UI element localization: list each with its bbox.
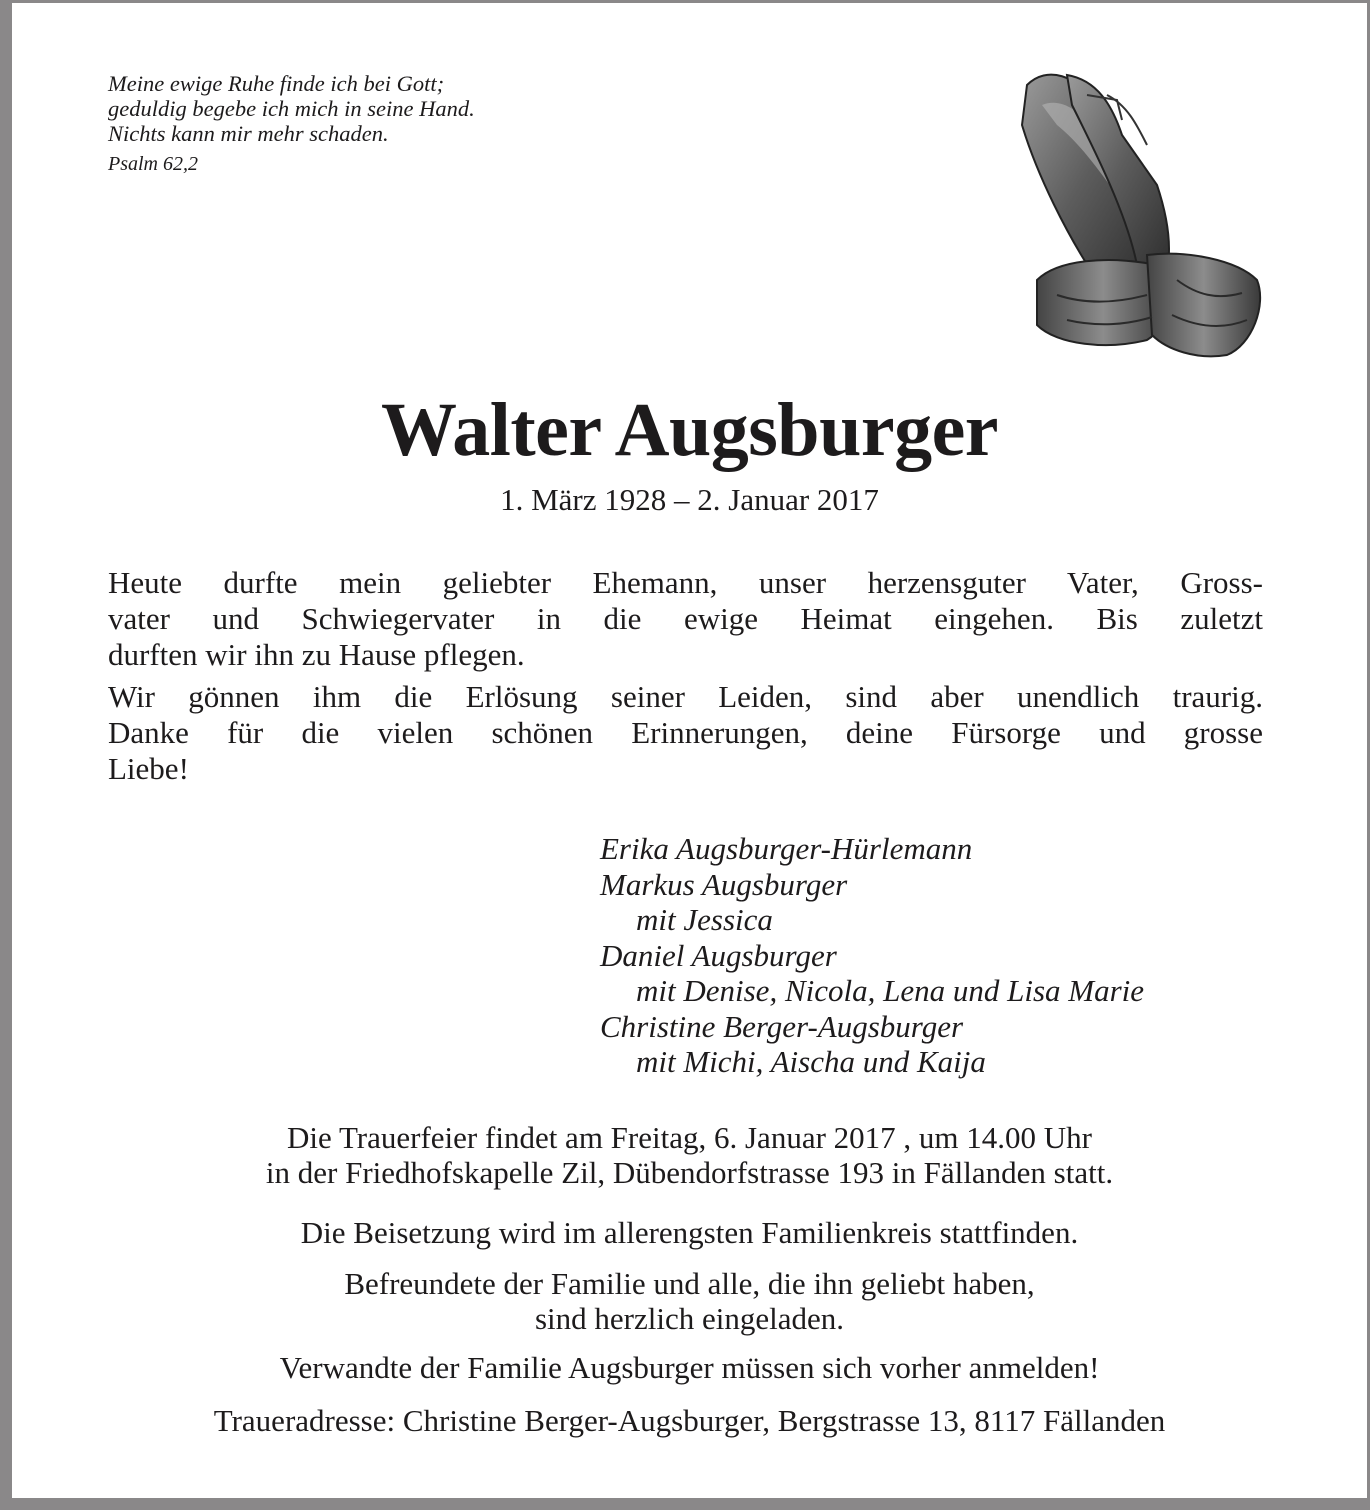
deceased-name: Walter Augsburger: [380, 388, 999, 472]
obituary-page: [12, 3, 1367, 1498]
quote-line: geduldig begebe ich mich in seine Hand.: [108, 96, 475, 121]
mourning-address: Traueradresse: Christine Berger-Augsburger, Bergstrasse 13, 8117 Fällanden: [213, 1403, 1166, 1438]
text-line: vater und Schwiegervater in die ewige Heimat eingehen. Bis zuletzt: [108, 601, 1263, 636]
family-member: mit Denise, Nicola, Lena und Lisa Marie: [636, 973, 1145, 1008]
quote-line: Nichts kann mir mehr schaden.: [108, 121, 389, 146]
family-list: [600, 831, 1144, 1080]
paragraph-gratitude: [108, 679, 1263, 787]
quote-source: Psalm 62,2: [108, 153, 198, 175]
text-line: Wir gönnen ihm die Erlösung seiner Leiden, sind aber unendlich traurig.: [108, 679, 1263, 714]
family-member: mit Michi, Aischa und Kaija: [636, 1044, 986, 1079]
family-member: Christine Berger-Augsburger: [600, 1008, 964, 1044]
praying-hands-icon: [997, 65, 1267, 365]
relatives-notice: Verwandte der Familie Augsburger müssen sich vorher anmelden!: [279, 1350, 1100, 1385]
text-line: Die Trauerfeier findet am Freitag, 6. Januar 2017 , um 14.00 Uhr: [287, 1120, 1092, 1155]
text-line: Liebe!: [108, 751, 189, 786]
life-dates: 1. März 1928 – 2. Januar 2017: [500, 482, 879, 517]
ceremony-info: [12, 1120, 1367, 1190]
text-line: sind herzlich eingeladen.: [534, 1301, 845, 1336]
invitation-info: [12, 1266, 1367, 1336]
text-line: Heute durfte mein geliebter Ehemann, unser herzensguter Vater, Gross-: [108, 565, 1263, 600]
text-line: in der Friedhofskapelle Zil, Dübendorfstrasse 193 in Fällanden statt.: [265, 1155, 1114, 1190]
paragraph-announcement: [108, 565, 1263, 673]
text-line: durften wir ihn zu Hause pflegen.: [108, 637, 525, 672]
psalm-quote: [108, 71, 475, 177]
family-member: Daniel Augsburger: [600, 937, 837, 973]
burial-info: Die Beisetzung wird im allerengsten Familienkreis stattfinden.: [300, 1215, 1079, 1250]
family-member: mit Jessica: [636, 902, 773, 937]
text-line: Befreundete der Familie und alle, die ihn geliebt haben,: [344, 1266, 1035, 1301]
family-member: Erika Augsburger-Hürlemann: [600, 831, 973, 866]
quote-line: Meine ewige Ruhe finde ich bei Gott;: [108, 71, 445, 96]
family-member: Markus Augsburger: [600, 866, 848, 902]
text-line: Danke für die vielen schönen Erinnerungen, deine Fürsorge und grosse: [108, 715, 1263, 750]
